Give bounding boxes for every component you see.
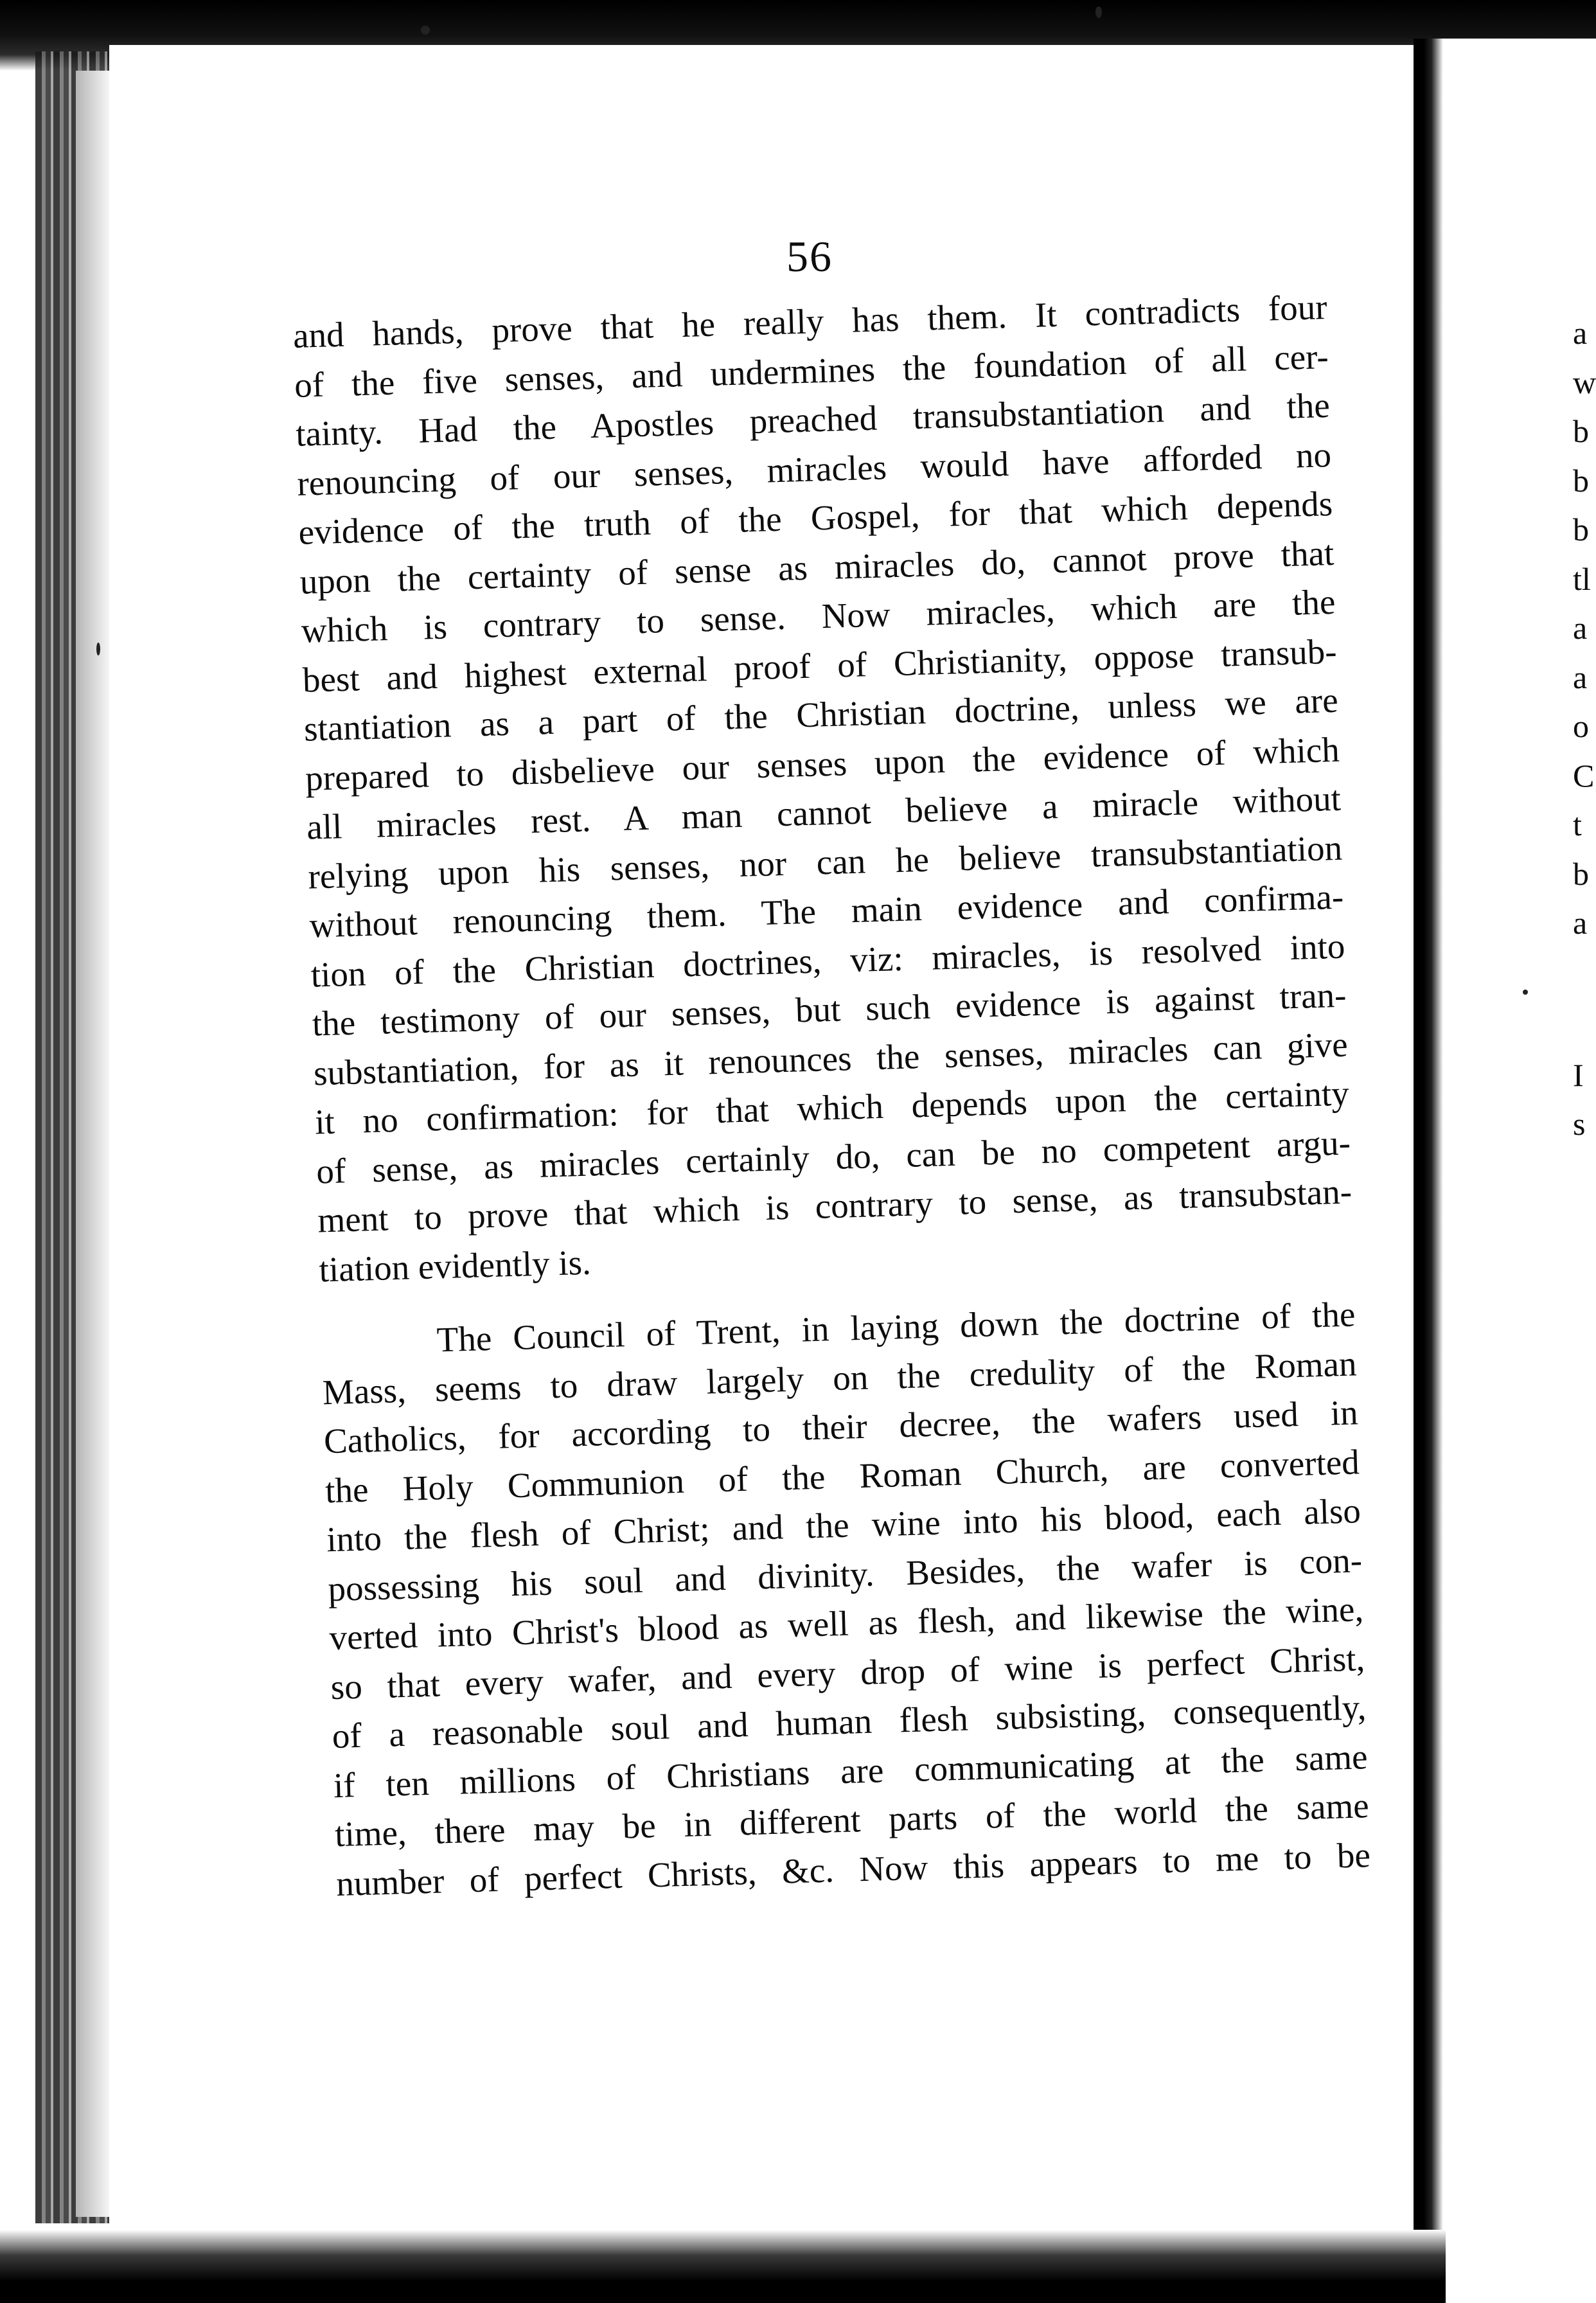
page-number: 56 (786, 232, 833, 281)
facing-page-letter: b (1573, 511, 1589, 547)
facing-page-spacer (1573, 948, 1596, 1051)
ink-speck (421, 26, 430, 35)
text-line: possessing his soul and divinity. Besides, the wafer is con- (327, 1540, 1363, 1608)
text-line: relying upon his senses, nor can he believe transubstantiation (307, 828, 1343, 896)
text-line: into the flesh of Christ; and the wine into his blood, each also (326, 1491, 1361, 1560)
facing-page-letter: w (1573, 364, 1596, 400)
text-line: verted into Christ's blood as well as flesh, and likewise the wine, (328, 1589, 1364, 1658)
text-line: without renouncing them. The main evidence and confirma- (308, 876, 1344, 945)
text-line: of sense, as miracles certainly do, can be no competent argu- (315, 1123, 1351, 1191)
text-line: which is contrary to sense. Now miracles, which are the (301, 582, 1336, 650)
text-line: all miracles rest. A man cannot believe a miracle without (306, 778, 1342, 847)
text-line: tiation evidently is. (318, 1242, 592, 1289)
page-edge (1414, 39, 1424, 2249)
facing-page-text (1573, 308, 1596, 1149)
text-line: tion of the Christian doctrines, viz: miracles, is resolved into (310, 926, 1346, 995)
text-line: stantiation as a part of the Christian doctrine, unless we are (303, 680, 1339, 749)
text-line: The Council of Trent, in laying down the doctrine of the (436, 1294, 1356, 1360)
paragraph-1 (292, 283, 1354, 1294)
text-line: the Holy Communion of the Roman Church, are converted (324, 1441, 1360, 1510)
binding-edge (76, 71, 114, 2217)
text-line: so that every wafer, and every drop of wine is perfect Christ, (330, 1638, 1366, 1707)
text-line: it no confirmation: for that which depends upon the certainty (314, 1073, 1350, 1142)
ink-speck (1523, 990, 1528, 995)
facing-page-letter: t (1573, 806, 1582, 842)
text-line: renouncing of our senses, miracles would have afforded no (296, 434, 1332, 503)
text-line: of a reasonable soul and human flesh subsisting, consequently, (332, 1687, 1367, 1756)
facing-page-letter: b (1573, 462, 1589, 499)
facing-page-letter: b (1573, 413, 1589, 449)
body-text (292, 283, 1371, 1908)
facing-page-letter: a (1573, 905, 1588, 941)
text-line: substantiation, for as it renounces the senses, miracles can give (313, 1024, 1349, 1093)
ink-speck (1095, 6, 1102, 18)
text-line: time, there may be in different parts of the world the same (334, 1786, 1370, 1854)
text-line: Catholics, for according to their decree, the wafers used in (323, 1392, 1359, 1461)
book-bottom-edge (0, 2230, 1446, 2303)
text-line: the testimony of our senses, but such evidence is against tran- (312, 975, 1347, 1044)
text-line: evidence of the truth of the Gospel, for that which depends (297, 483, 1333, 552)
facing-page-letter: b (1573, 855, 1589, 892)
facing-page-letter: o (1573, 708, 1589, 744)
facing-page-letter: I (1573, 1056, 1584, 1093)
text-line: of the five senses, and undermines the foundation of all cer- (294, 336, 1329, 405)
facing-page-letter: a (1573, 659, 1588, 695)
facing-page-letter: s (1573, 1106, 1586, 1142)
text-line: upon the certainty of sense as miracles do, cannot prove that (299, 533, 1334, 601)
ink-speck (96, 643, 100, 655)
facing-page-letter: tl (1573, 560, 1591, 597)
text-line: number of perfect Christs, &c. Now this appears to me to be (335, 1835, 1371, 1903)
text-line: and hands, prove that he really has them. It contradicts four (292, 287, 1328, 355)
text-line: ment to prove that which is contrary to sense, as transubstan- (317, 1171, 1352, 1240)
book-gutter (1424, 39, 1443, 2249)
text-line: if ten millions of Christians are communicating at the same (333, 1736, 1369, 1805)
facing-page-letter: a (1573, 315, 1588, 351)
text-line: prepared to disbelieve our senses upon the evidence of which (305, 729, 1340, 798)
text-line: best and highest external proof of Christianity, oppose transub- (302, 631, 1338, 700)
text-line: tainty. Had the Apostles preached transubstantiation and the (295, 385, 1331, 454)
facing-page-letter: C (1573, 757, 1595, 794)
paragraph-2 (321, 1290, 1371, 1908)
text-line: Mass, seems to draw largely on the credulity of the Roman (322, 1343, 1358, 1412)
facing-page-letter: a (1573, 610, 1588, 646)
